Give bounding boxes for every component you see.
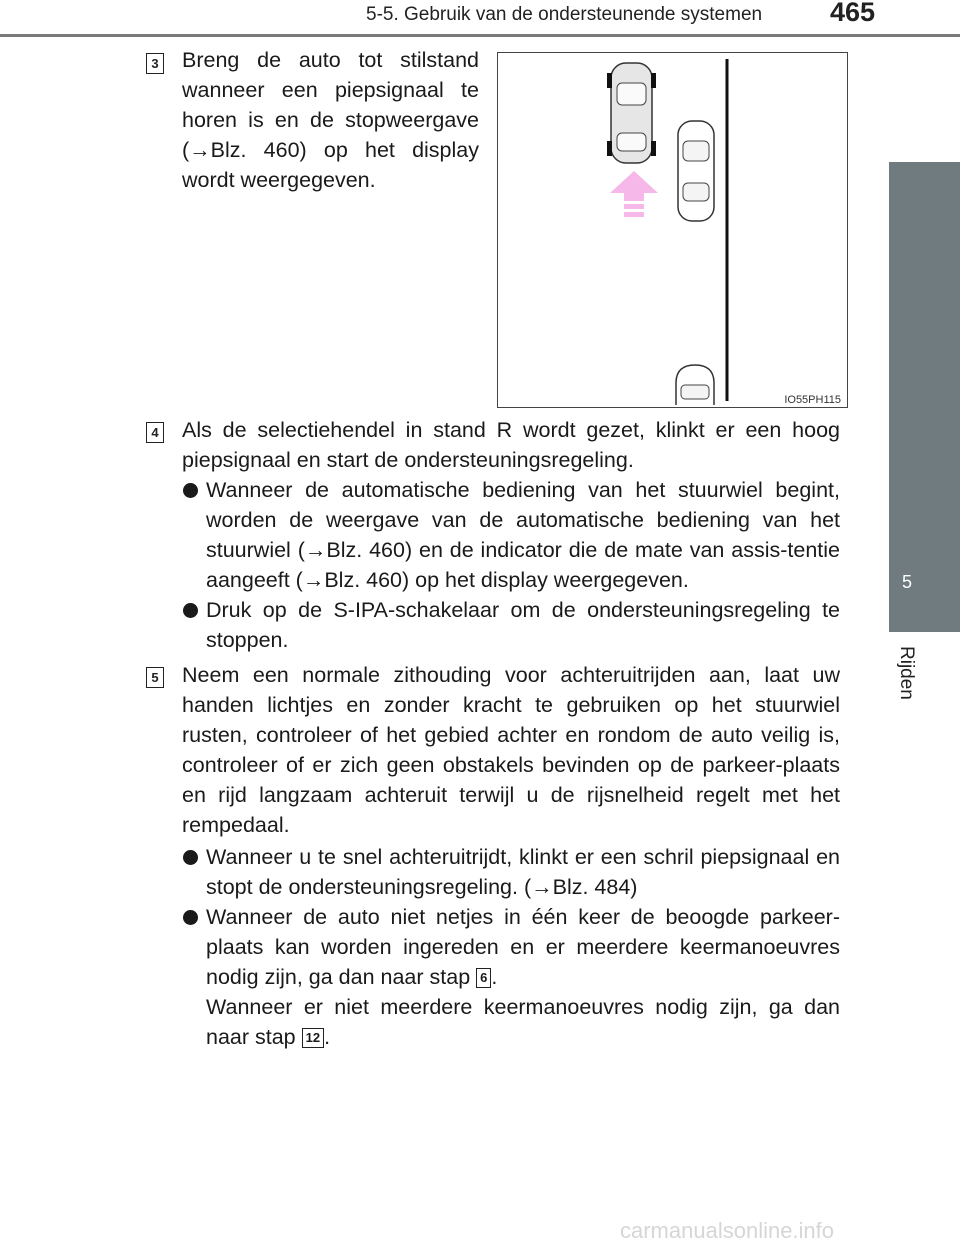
step-4-bullet-2: Druk op de S-IPA-schakelaar om de ondersteuningsregeling te stoppen. [206, 598, 840, 652]
parking-diagram [497, 52, 848, 408]
bullet-marker [183, 603, 198, 618]
step-number-3: 3 [146, 53, 164, 74]
step-5-bullet-1: Wanneer u te snel achteruitrijdt, klinkt er een schril piepsignaal en stopt de ondersteuningsregeling. (→Blz. 484) [206, 845, 840, 899]
period: . [491, 965, 498, 989]
section-title: 5-5. Gebruik van de ondersteunende systemen [366, 4, 763, 25]
chapter-label: Rijden [896, 646, 917, 700]
period: . [324, 1025, 331, 1049]
header-divider [0, 34, 960, 37]
step-4-text: Als de selectiehendel in stand R wordt gezet, klinkt er een hoog piepsignaal en start de ondersteuningsregeling. [182, 418, 840, 472]
step-number-5: 5 [146, 667, 164, 688]
parked-car-icon [678, 121, 714, 221]
page-number: 465 [830, 0, 876, 27]
step-ref-6: 6 [476, 968, 491, 988]
bullet-marker [183, 850, 198, 865]
bullet-marker [183, 910, 198, 925]
step-ref-12: 12 [302, 1028, 324, 1048]
bullet-2-text-a: Wanneer de auto niet netjes in één keer de beoogde parkeer-plaats kan worden ingereden en er meerdere keermanoeuvres nodig zijn, ga dan naar stap [206, 905, 840, 989]
rear-car-icon [676, 365, 714, 405]
chapter-tab [889, 162, 960, 632]
image-code: IO55PH115 [784, 394, 841, 406]
watermark: carmanualsonline.info [620, 1218, 835, 1243]
step-4-bullet-1: Wanneer de automatische bediening van het stuurwiel begint, worden de weergave van de automatische bediening van het stuurwiel (→Blz. 460) en de indicator die de mate van assis-tentie aangeeft (→Blz. 460) op het display weergegeven. [206, 478, 840, 592]
own-car-icon [607, 63, 656, 163]
bullet-marker [183, 483, 198, 498]
step-3-text: Breng de auto tot stilstand wanneer een piepsignaal te horen is en de stopweergave (→Blz. 460) op het display wordt weergegeven. [182, 48, 479, 192]
step-number-4: 4 [146, 422, 164, 443]
bullet-2-text-b: Wanneer er niet meerdere keermanoeuvres nodig zijn, ga dan naar stap [206, 995, 840, 1049]
step-5-text: Neem een normale zithouding voor achteruitrijden aan, laat uw handen lichtjes en zonder kracht te gebruiken op het stuurwiel rusten, controleer of het gebied achter en rondom de auto veilig is, controleer of er zich geen obstakels bevinden op de parkeer-plaats en rijd langzaam achteruit terwijl u de rijsnelheid regelt met het rempedaal. [182, 663, 840, 837]
parking-diagram-svg [498, 53, 847, 407]
chapter-number: 5 [901, 572, 912, 592]
step-5-bullet-2 [206, 902, 840, 1052]
direction-arrow-icon [610, 171, 658, 217]
